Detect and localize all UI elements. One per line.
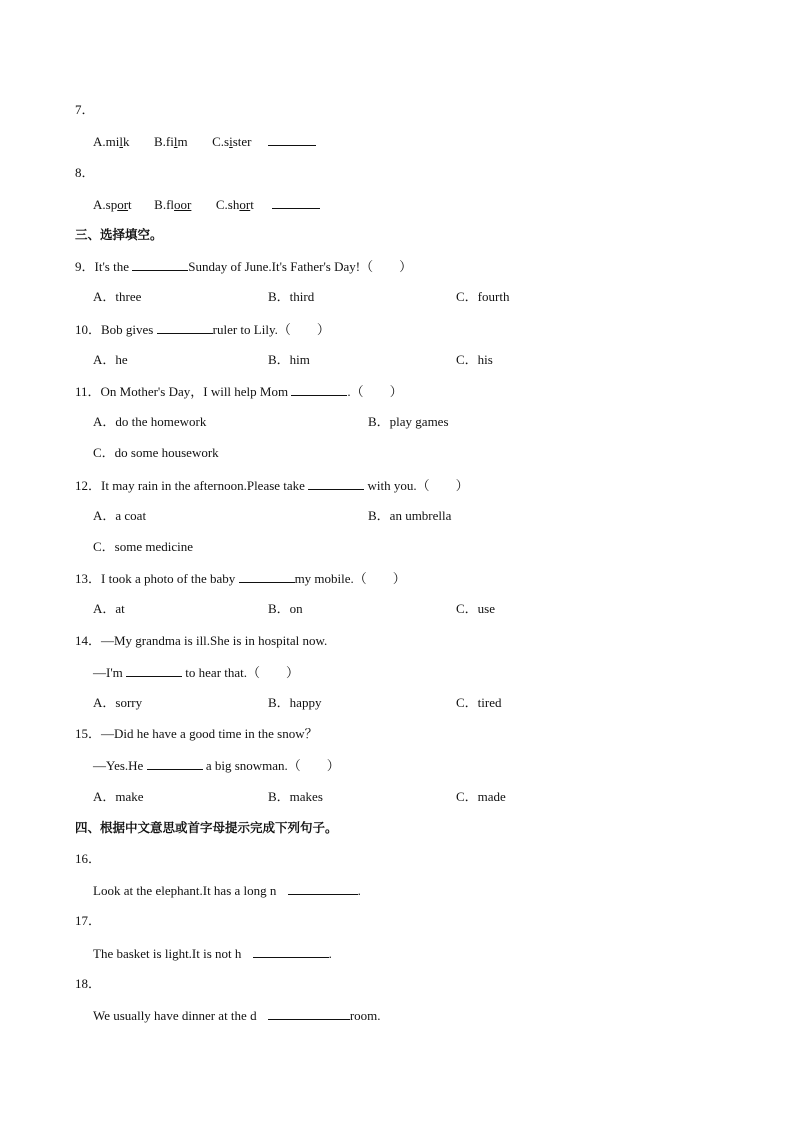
section-4-heading: 四、根据中文意思或首字母提示完成下列句子。 <box>75 820 338 835</box>
q14-option-a[interactable]: A．sorry <box>93 695 143 710</box>
q11-stem: 11．On Mother's Day，I will help Mom .（ ） <box>75 384 403 399</box>
q8-number: 8． <box>75 165 95 180</box>
q13-option-b[interactable]: B．on <box>268 601 303 616</box>
q15-option-b[interactable]: B．makes <box>268 789 323 804</box>
q14-option-b[interactable]: B．happy <box>268 695 322 710</box>
q9-option-a[interactable]: A．three <box>93 289 142 304</box>
q12-stem: 12．It may rain in the afternoon.Please take with you.（ ） <box>75 478 469 493</box>
q16-number: 16． <box>75 851 102 866</box>
q13-option-a[interactable]: A．at <box>93 601 125 616</box>
q9-option-b[interactable]: B．third <box>268 289 315 304</box>
q7-option-b: B.film <box>154 134 188 149</box>
q15-option-a[interactable]: A．make <box>93 789 144 804</box>
q13-blank[interactable] <box>239 569 295 583</box>
q14-line-2: —I'm to hear that.（ ） <box>93 665 300 680</box>
q9-blank[interactable] <box>132 257 188 271</box>
q12-option-c[interactable]: C．some medicine <box>93 539 194 554</box>
q10-option-a[interactable]: A．he <box>93 352 128 367</box>
q16-sentence: Look at the elephant.It has a long n . <box>93 883 361 898</box>
q9-option-c[interactable]: C．fourth <box>456 289 510 304</box>
q11-option-c[interactable]: C．do some housework <box>93 445 219 460</box>
q15-blank[interactable] <box>147 756 203 770</box>
q15-line-2: —Yes.He a big snowman.（ ） <box>93 758 340 773</box>
q7-answer-blank[interactable] <box>268 132 316 146</box>
q11-option-b[interactable]: B．play games <box>368 414 449 429</box>
q10-option-b[interactable]: B．him <box>268 352 310 367</box>
q10-blank[interactable] <box>157 320 213 334</box>
q10-stem: 10．Bob gives ruler to Lily.（ ） <box>75 322 330 337</box>
q13-option-c[interactable]: C．use <box>456 601 496 616</box>
q8-answer-blank[interactable] <box>272 195 320 209</box>
q15-option-c[interactable]: C．made <box>456 789 506 804</box>
q18-number: 18． <box>75 976 102 991</box>
q17-number: 17． <box>75 913 102 928</box>
q14-blank[interactable] <box>126 663 182 677</box>
q18-blank[interactable] <box>268 1006 350 1020</box>
q8-option-a: A.sport <box>93 197 132 212</box>
q10-option-c[interactable]: C．his <box>456 352 493 367</box>
q11-blank[interactable] <box>291 382 347 396</box>
q17-blank[interactable] <box>253 944 329 958</box>
q14-option-c[interactable]: C．tired <box>456 695 502 710</box>
q7-options <box>93 132 316 151</box>
q14-line-1: 14．—My grandma is ill.She is in hospital now. <box>75 633 328 648</box>
q18-sentence: We usually have dinner at the d room. <box>93 1008 381 1023</box>
q17-sentence: The basket is light.It is not h . <box>93 946 332 961</box>
q16-blank[interactable] <box>288 881 358 895</box>
section-3-heading: 三、选择填空。 <box>75 227 163 242</box>
q12-blank[interactable] <box>308 476 364 490</box>
q12-option-b[interactable]: B．an umbrella <box>368 508 452 523</box>
q11-option-a[interactable]: A．do the homework <box>93 414 207 429</box>
q9-stem: 9．It's the Sunday of June.It's Father's Day!（ ） <box>75 259 413 274</box>
q12-option-a[interactable]: A．a coat <box>93 508 147 523</box>
q7-option-c: C.sister <box>212 134 252 149</box>
q7-number: 7． <box>75 102 95 117</box>
q15-line-1: 15．—Did he have a good time in the snow？ <box>75 726 318 741</box>
q8-option-b: B.floor <box>154 197 192 212</box>
q13-stem: 13．I took a photo of the baby my mobile.（ ） <box>75 571 406 586</box>
q7-option-a: A.milk <box>93 134 130 149</box>
q8-options <box>93 195 320 214</box>
q8-option-c: C.short <box>215 197 254 212</box>
